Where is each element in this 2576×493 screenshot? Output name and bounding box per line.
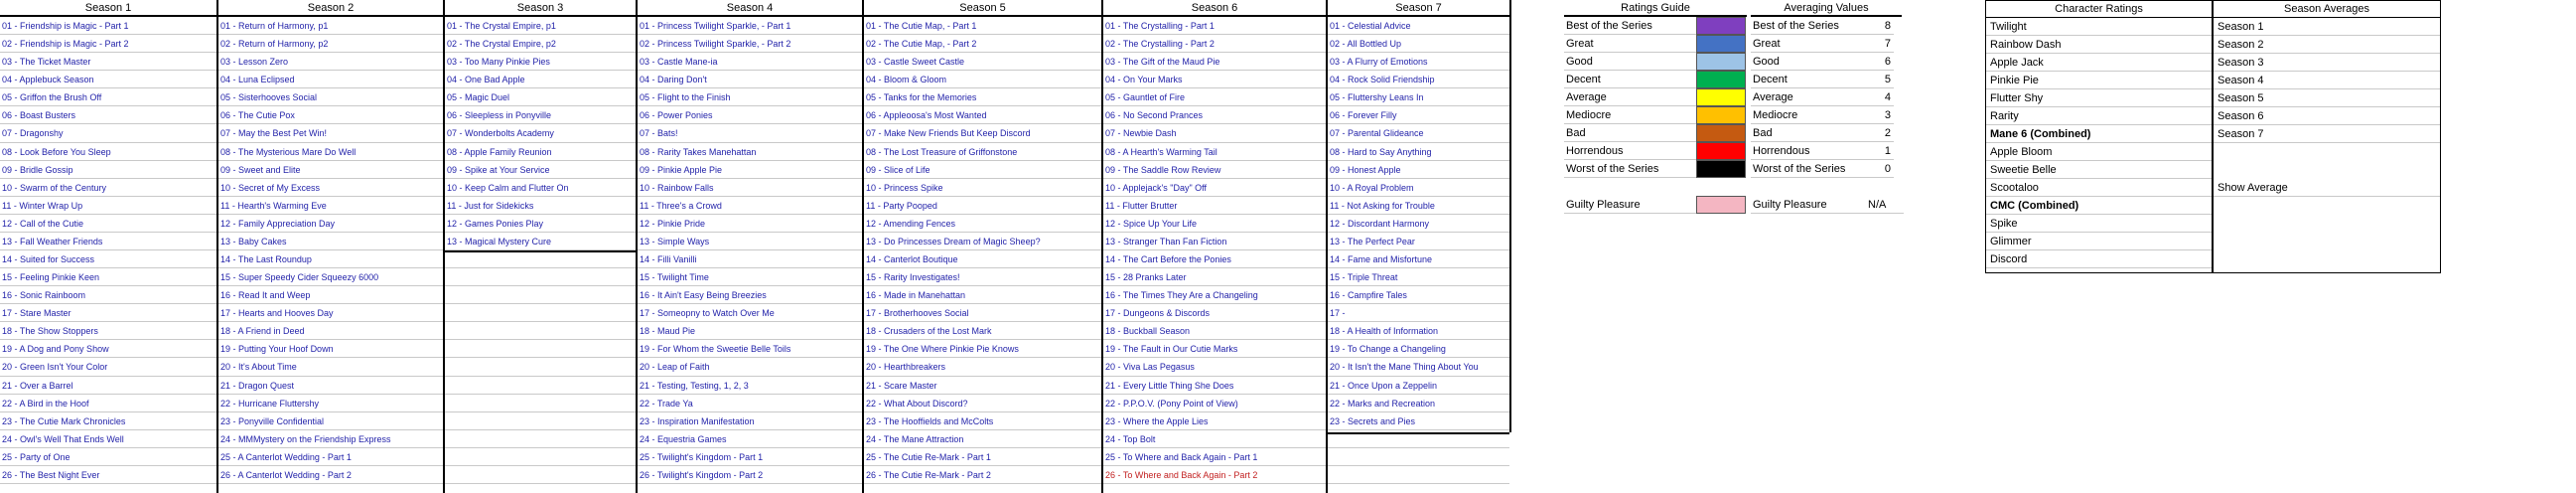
rating-guide-row[interactable] xyxy=(1564,53,1746,71)
character-rating-cell[interactable]: Mane 6 (Combined) xyxy=(1986,125,2212,143)
character-rating-cell[interactable]: Flutter Shy xyxy=(1986,89,2212,107)
episode-cell[interactable]: 22 - Marks and Recreation xyxy=(1328,395,1509,412)
episode-cell[interactable]: 17 - Brotherhooves Social xyxy=(864,304,1101,322)
episode-cell[interactable]: 12 - Games Ponies Play xyxy=(445,215,636,233)
episode-cell[interactable]: 11 - Just for Sidekicks xyxy=(445,197,636,215)
averaging-label: Guilty Pleasure xyxy=(1751,196,1864,214)
character-rating-cell[interactable]: Twilight xyxy=(1986,18,2212,36)
episode-cell[interactable]: 16 - Read It and Weep xyxy=(218,286,443,304)
episode-cell[interactable]: 25 - The Cutie Re-Mark - Part 1 xyxy=(864,448,1101,466)
episode-cell[interactable]: 04 - Rock Solid Friendship xyxy=(1328,71,1509,88)
averaging-value: 8 xyxy=(1864,17,1894,35)
episode-cell[interactable]: 17 - Hearts and Hooves Day xyxy=(218,304,443,322)
empty-cell[interactable] xyxy=(445,250,636,268)
episode-cell[interactable]: 18 - Buckball Season xyxy=(1103,322,1326,340)
episode-cell[interactable]: 16 - It Ain't Easy Being Breezies xyxy=(638,286,862,304)
season-header[interactable]: Season 1 xyxy=(0,0,216,17)
averaging-row[interactable] xyxy=(1751,71,1894,88)
episode-cell[interactable]: 06 - Appleoosa's Most Wanted xyxy=(864,106,1101,124)
rating-label: Bad xyxy=(1564,124,1696,142)
averaging-label: Decent xyxy=(1751,71,1864,88)
ratings-guide-header: Ratings Guide xyxy=(1564,0,1747,17)
episode-cell[interactable]: 13 - Baby Cakes xyxy=(218,233,443,250)
episode-cell[interactable]: 20 - It's About Time xyxy=(218,358,443,376)
episode-cell[interactable]: 21 - Every Little Thing She Does xyxy=(1103,377,1326,395)
episode-cell[interactable]: 26 - The Cutie Re-Mark - Part 2 xyxy=(864,466,1101,484)
episode-cell[interactable]: 02 - The Crystalling - Part 2 xyxy=(1103,35,1326,53)
episode-cell[interactable]: 23 - Ponyville Confidential xyxy=(218,412,443,430)
episode-cell[interactable]: 12 - Discordant Harmony xyxy=(1328,215,1509,233)
episode-cell[interactable]: 16 - Campfire Tales xyxy=(1328,286,1509,304)
show-average-cell[interactable]: Show Average xyxy=(2214,179,2440,197)
rating-guide-row[interactable] xyxy=(1564,71,1746,88)
character-rating-cell[interactable]: Sweetie Belle xyxy=(1986,161,2212,179)
averaging-label: Horrendous xyxy=(1751,142,1864,160)
rating-color-swatch xyxy=(1696,142,1746,160)
episode-cell[interactable]: 25 - A Canterlot Wedding - Part 1 xyxy=(218,448,443,466)
episode-cell[interactable]: 01 - Return of Harmony, p1 xyxy=(218,17,443,35)
episode-cell[interactable]: 17 - Someopny to Watch Over Me xyxy=(638,304,862,322)
episode-cell[interactable]: 16 - Made in Manehattan xyxy=(864,286,1101,304)
episode-cell[interactable]: 03 - Castle Mane-ia xyxy=(638,53,862,71)
episode-cell[interactable]: 15 - Feeling Pinkie Keen xyxy=(0,268,216,286)
episode-cell[interactable]: 07 - Parental Glideance xyxy=(1328,124,1509,142)
episode-cell[interactable]: 23 - Inspiration Manifestation xyxy=(638,412,862,430)
rating-guide-row[interactable] xyxy=(1564,106,1746,124)
averaging-value: 5 xyxy=(1864,71,1894,88)
character-rating-cell[interactable]: Pinkie Pie xyxy=(1986,72,2212,89)
episode-cell[interactable]: 04 - Luna Eclipsed xyxy=(218,71,443,88)
episode-cell[interactable]: 06 - Forever Filly xyxy=(1328,106,1509,124)
episode-cell[interactable]: 17 - Stare Master xyxy=(0,304,216,322)
episode-cell[interactable]: 21 - Scare Master xyxy=(864,377,1101,395)
episode-cell[interactable]: 11 - Winter Wrap Up xyxy=(0,197,216,215)
episode-cell[interactable]: 14 - Canterlot Boutique xyxy=(864,250,1101,268)
rating-color-swatch xyxy=(1696,160,1746,178)
episode-cell[interactable]: 12 - Call of the Cutie xyxy=(0,215,216,233)
season-average-cell[interactable]: Season 3 xyxy=(2214,54,2440,72)
episode-cell[interactable]: 11 - Not Asking for Trouble xyxy=(1328,197,1509,215)
character-rating-cell[interactable]: Rainbow Dash xyxy=(1986,36,2212,54)
season-average-cell[interactable]: Season 1 xyxy=(2214,18,2440,36)
episode-cell[interactable]: 03 - Lesson Zero xyxy=(218,53,443,71)
season-column xyxy=(1103,0,1326,484)
episode-cell[interactable]: 23 - The Hooffields and McColts xyxy=(864,412,1101,430)
rating-color-swatch xyxy=(1696,53,1746,71)
episode-cell[interactable]: 11 - Flutter Brutter xyxy=(1103,197,1326,215)
episode-cell[interactable]: 03 - Too Many Pinkie Pies xyxy=(445,53,636,71)
episode-cell[interactable]: 18 - Crusaders of the Lost Mark xyxy=(864,322,1101,340)
episode-cell[interactable]: 01 - The Crystalling - Part 1 xyxy=(1103,17,1326,35)
episode-cell[interactable]: 04 - Bloom & Gloom xyxy=(864,71,1101,88)
empty-cell[interactable] xyxy=(445,377,636,395)
episode-cell[interactable]: 07 - Wonderbolts Academy xyxy=(445,124,636,142)
episode-cell[interactable]: 07 - May the Best Pet Win! xyxy=(218,124,443,142)
episode-cell[interactable]: 15 - Triple Threat xyxy=(1328,268,1509,286)
episode-cell[interactable]: 25 - To Where and Back Again - Part 1 xyxy=(1103,448,1326,466)
averaging-value: 3 xyxy=(1864,106,1894,124)
ratings-guide xyxy=(1564,0,1747,211)
episode-cell[interactable]: 21 - Testing, Testing, 1, 2, 3 xyxy=(638,377,862,395)
episode-cell[interactable]: 06 - Boast Busters xyxy=(0,106,216,124)
episode-cell[interactable]: 08 - Rarity Takes Manehattan xyxy=(638,143,862,161)
empty-cell[interactable] xyxy=(445,395,636,412)
table-bottom-border xyxy=(445,250,636,252)
season-header[interactable]: Season 7 xyxy=(1328,0,1509,17)
character-rating-cell[interactable]: CMC (Combined) xyxy=(1986,197,2212,215)
averaging-values-header: Averaging Values xyxy=(1751,0,1902,17)
guilty-pleasure-row[interactable] xyxy=(1564,196,1746,214)
character-rating-cell[interactable]: Glimmer xyxy=(1986,233,2212,250)
episode-cell[interactable]: 02 - Princess Twilight Sparkle, - Part 2 xyxy=(638,35,862,53)
episode-cell[interactable]: 15 - Rarity Investigates! xyxy=(864,268,1101,286)
episode-cell[interactable]: 14 - Suited for Success xyxy=(0,250,216,268)
episode-cell[interactable]: 10 - Princess Spike xyxy=(864,179,1101,197)
episode-cell[interactable]: 20 - Green Isn't Your Color xyxy=(0,358,216,376)
averaging-row[interactable] xyxy=(1751,142,1894,160)
rating-label: Horrendous xyxy=(1564,142,1696,160)
averaging-row[interactable] xyxy=(1751,160,1894,178)
episode-cell[interactable]: 01 - Celestial Advice xyxy=(1328,17,1509,35)
averaging-label: Average xyxy=(1751,88,1864,106)
episode-cell[interactable]: 14 - The Last Roundup xyxy=(218,250,443,268)
episode-cell[interactable]: 15 - 28 Pranks Later xyxy=(1103,268,1326,286)
empty-cell[interactable] xyxy=(445,448,636,466)
table-bottom-border xyxy=(1328,432,1509,434)
episode-cell[interactable]: 04 - Applebuck Season xyxy=(0,71,216,88)
episode-cell[interactable]: 13 - Simple Ways xyxy=(638,233,862,250)
empty-cell[interactable] xyxy=(445,412,636,430)
episode-cell[interactable]: 01 - The Crystal Empire, p1 xyxy=(445,17,636,35)
averaging-row[interactable] xyxy=(1751,106,1894,124)
episode-cell[interactable]: 20 - Leap of Faith xyxy=(638,358,862,376)
episode-cell[interactable]: 19 - For Whom the Sweetie Belle Toils xyxy=(638,340,862,358)
episode-cell[interactable]: 18 - The Show Stoppers xyxy=(0,322,216,340)
episode-cell[interactable]: 09 - Honest Apple xyxy=(1328,161,1509,179)
episode-cell[interactable]: 19 - A Dog and Pony Show xyxy=(0,340,216,358)
averaging-row[interactable] xyxy=(1751,53,1894,71)
episode-cell[interactable]: 02 - Return of Harmony, p2 xyxy=(218,35,443,53)
episode-cell[interactable]: 25 - Party of One xyxy=(0,448,216,466)
character-rating-cell[interactable]: Rarity xyxy=(1986,107,2212,125)
episode-cell[interactable]: 08 - A Hearth's Warming Tail xyxy=(1103,143,1326,161)
episode-cell[interactable]: 09 - The Saddle Row Review xyxy=(1103,161,1326,179)
rating-label: Best of the Series xyxy=(1564,17,1696,35)
character-rating-cell[interactable]: Discord xyxy=(1986,250,2212,268)
character-rating-cell[interactable]: Apple Bloom xyxy=(1986,143,2212,161)
empty-cell[interactable] xyxy=(445,268,636,286)
episode-cell[interactable]: 09 - Bridle Gossip xyxy=(0,161,216,179)
episode-cell[interactable]: 10 - Keep Calm and Flutter On xyxy=(445,179,636,197)
episode-cell[interactable]: 02 - All Bottled Up xyxy=(1328,35,1509,53)
episode-cell[interactable]: 02 - Friendship is Magic - Part 2 xyxy=(0,35,216,53)
rating-label: Mediocre xyxy=(1564,106,1696,124)
averaging-row[interactable] xyxy=(1751,17,1894,35)
episode-cell[interactable]: 17 - xyxy=(1328,304,1509,322)
episode-cell[interactable]: 09 - Sweet and Elite xyxy=(218,161,443,179)
episode-cell[interactable]: 17 - Dungeons & Discords xyxy=(1103,304,1326,322)
episode-cell[interactable]: 22 - What About Discord? xyxy=(864,395,1101,412)
averaging-value: 0 xyxy=(1864,160,1894,178)
episode-cell[interactable]: 14 - Fame and Misfortune xyxy=(1328,250,1509,268)
episode-cell[interactable]: 03 - The Ticket Master xyxy=(0,53,216,71)
episode-cell[interactable]: 13 - Stranger Than Fan Fiction xyxy=(1103,233,1326,250)
episode-cell[interactable]: 20 - It Isn't the Mane Thing About You xyxy=(1328,358,1509,376)
episode-cell[interactable]: 06 - No Second Prances xyxy=(1103,106,1326,124)
rating-color-swatch xyxy=(1696,106,1746,124)
averaging-value: 6 xyxy=(1864,53,1894,71)
episode-cell[interactable]: 12 - Family Appreciation Day xyxy=(218,215,443,233)
averaging-row[interactable] xyxy=(1751,35,1894,53)
season-header[interactable]: Season 4 xyxy=(638,0,862,17)
episode-cell[interactable]: 26 - Twilight's Kingdom - Part 2 xyxy=(638,466,862,484)
rating-label: Decent xyxy=(1564,71,1696,88)
character-ratings-header: Character Ratings xyxy=(1986,1,2212,18)
rating-color-swatch xyxy=(1696,17,1746,35)
episode-cell[interactable]: 14 - The Cart Before the Ponies xyxy=(1103,250,1326,268)
season-average-cell[interactable]: Season 5 xyxy=(2214,89,2440,107)
episode-cell[interactable]: 02 - The Crystal Empire, p2 xyxy=(445,35,636,53)
episode-cell[interactable]: 11 - Three's a Crowd xyxy=(638,197,862,215)
episode-cell[interactable]: 03 - Castle Sweet Castle xyxy=(864,53,1101,71)
episode-cell[interactable]: 19 - The One Where Pinkie Pie Knows xyxy=(864,340,1101,358)
season-header[interactable]: Season 6 xyxy=(1103,0,1326,17)
empty-cell[interactable] xyxy=(445,304,636,322)
season-column xyxy=(864,0,1101,484)
rating-guide-row[interactable] xyxy=(1564,160,1746,178)
episode-cell[interactable]: 12 - Amending Fences xyxy=(864,215,1101,233)
episode-cell[interactable]: 19 - The Fault in Our Cutie Marks xyxy=(1103,340,1326,358)
season-averages xyxy=(2213,0,2441,273)
episode-cell[interactable]: 24 - Owl's Well That Ends Well xyxy=(0,430,216,448)
episode-cell[interactable]: 07 - Bats! xyxy=(638,124,862,142)
episode-cell[interactable]: 04 - On Your Marks xyxy=(1103,71,1326,88)
column-divider xyxy=(1509,0,1511,432)
episode-cell[interactable]: 08 - The Lost Treasure of Griffonstone xyxy=(864,143,1101,161)
season-column xyxy=(0,0,216,484)
episode-cell[interactable]: 01 - Princess Twilight Sparkle, - Part 1 xyxy=(638,17,862,35)
episode-cell[interactable]: 18 - A Health of Information xyxy=(1328,322,1509,340)
character-rating-cell[interactable]: Spike xyxy=(1986,215,2212,233)
episode-cell[interactable]: 22 - A Bird in the Hoof xyxy=(0,395,216,412)
averaging-label: Good xyxy=(1751,53,1864,71)
rating-label: Average xyxy=(1564,88,1696,106)
episode-cell[interactable]: 19 - To Change a Changeling xyxy=(1328,340,1509,358)
episode-cell[interactable]: 03 - The Gift of the Maud Pie xyxy=(1103,53,1326,71)
episode-cell[interactable]: 08 - Look Before You Sleep xyxy=(0,143,216,161)
episode-cell[interactable]: 05 - Sisterhooves Social xyxy=(218,88,443,106)
episode-cell[interactable]: 10 - A Royal Problem xyxy=(1328,179,1509,197)
episode-cell[interactable]: 11 - Party Pooped xyxy=(864,197,1101,215)
empty-cell[interactable] xyxy=(445,286,636,304)
character-rating-cell[interactable]: Scootaloo xyxy=(1986,179,2212,197)
episode-cell[interactable]: 09 - Spike at Your Service xyxy=(445,161,636,179)
episode-cell[interactable]: 06 - Power Ponies xyxy=(638,106,862,124)
season-column xyxy=(218,0,443,484)
episode-cell[interactable]: 12 - Spice Up Your Life xyxy=(1103,215,1326,233)
episode-cell[interactable]: 13 - Magical Mystery Cure xyxy=(445,233,636,250)
averaging-value: 7 xyxy=(1864,35,1894,53)
empty-cell[interactable] xyxy=(445,358,636,376)
empty-cell[interactable] xyxy=(445,430,636,448)
episode-cell[interactable]: 05 - Gauntlet of Fire xyxy=(1103,88,1326,106)
averaging-value: 1 xyxy=(1864,142,1894,160)
episode-cell[interactable]: 08 - Hard to Say Anything xyxy=(1328,143,1509,161)
season-average-cell[interactable]: Season 4 xyxy=(2214,72,2440,89)
episode-cell[interactable]: 16 - Sonic Rainboom xyxy=(0,286,216,304)
season-averages-header: Season Averages xyxy=(2214,1,2440,18)
episode-cell[interactable]: 10 - Secret of My Excess xyxy=(218,179,443,197)
episode-cell[interactable]: 24 - MMMystery on the Friendship Express xyxy=(218,430,443,448)
averaging-guilty-row[interactable] xyxy=(1751,196,1904,214)
episode-cell[interactable]: 11 - Hearth's Warming Eve xyxy=(218,197,443,215)
episode-cell[interactable]: 09 - Pinkie Apple Pie xyxy=(638,161,862,179)
episode-cell[interactable]: 25 - Twilight's Kingdom - Part 1 xyxy=(638,448,862,466)
averaging-label: Great xyxy=(1751,35,1864,53)
episode-cell[interactable]: 26 - To Where and Back Again - Part 2 xyxy=(1103,466,1326,484)
episode-cell[interactable]: 05 - Griffon the Brush Off xyxy=(0,88,216,106)
rating-guide-row[interactable] xyxy=(1564,17,1746,35)
episode-cell[interactable]: 22 - Trade Ya xyxy=(638,395,862,412)
episode-cell[interactable]: 05 - Magic Duel xyxy=(445,88,636,106)
episode-cell[interactable]: 08 - Apple Family Reunion xyxy=(445,143,636,161)
empty-cell[interactable] xyxy=(445,466,636,484)
episode-cell[interactable]: 23 - Where the Apple Lies xyxy=(1103,412,1326,430)
episode-cell[interactable]: 05 - Tanks for the Memories xyxy=(864,88,1101,106)
episode-cell[interactable]: 20 - Hearthbreakers xyxy=(864,358,1101,376)
empty-cell[interactable] xyxy=(1328,448,1509,466)
rating-color-swatch xyxy=(1696,88,1746,106)
averaging-value: N/A xyxy=(1864,196,1904,214)
episode-cell[interactable]: 03 - A Flurry of Emotions xyxy=(1328,53,1509,71)
averaging-row[interactable] xyxy=(1751,88,1894,106)
rating-color-swatch xyxy=(1696,196,1746,214)
season-header[interactable]: Season 2 xyxy=(218,0,443,17)
episode-cell[interactable]: 05 - Flight to the Finish xyxy=(638,88,862,106)
episode-cell[interactable]: 10 - Swarm of the Century xyxy=(0,179,216,197)
season-column xyxy=(638,0,862,484)
rating-color-swatch xyxy=(1696,124,1746,142)
episode-cell[interactable]: 04 - Daring Don't xyxy=(638,71,862,88)
season-column xyxy=(1328,0,1509,484)
episode-cell[interactable]: 19 - Putting Your Hoof Down xyxy=(218,340,443,358)
episode-cell[interactable]: 05 - Fluttershy Leans In xyxy=(1328,88,1509,106)
episode-cell[interactable]: 24 - Equestria Games xyxy=(638,430,862,448)
rating-label: Great xyxy=(1564,35,1696,53)
episode-cell[interactable]: 22 - P.P.O.V. (Pony Point of View) xyxy=(1103,395,1326,412)
episode-cell[interactable]: 21 - Dragon Quest xyxy=(218,377,443,395)
character-rating-cell[interactable]: Apple Jack xyxy=(1986,54,2212,72)
episode-cell[interactable]: 07 - Newbie Dash xyxy=(1103,124,1326,142)
episode-cell[interactable]: 13 - The Perfect Pear xyxy=(1328,233,1509,250)
episode-cell[interactable]: 26 - A Canterlot Wedding - Part 2 xyxy=(218,466,443,484)
episode-cell[interactable]: 26 - The Best Night Ever xyxy=(0,466,216,484)
rating-guide-row[interactable] xyxy=(1564,124,1746,142)
episode-cell[interactable]: 13 - Do Princesses Dream of Magic Sheep? xyxy=(864,233,1101,250)
episode-cell[interactable]: 10 - Rainbow Falls xyxy=(638,179,862,197)
episode-cell[interactable]: 22 - Hurricane Fluttershy xyxy=(218,395,443,412)
averaging-label: Best of the Series xyxy=(1751,17,1864,35)
averaging-values xyxy=(1751,0,1902,211)
averaging-row[interactable] xyxy=(1751,124,1894,142)
empty-cell[interactable] xyxy=(445,340,636,358)
episode-cell[interactable]: 02 - The Cutie Map, - Part 2 xyxy=(864,35,1101,53)
rating-guide-row[interactable] xyxy=(1564,35,1746,53)
season-header[interactable]: Season 5 xyxy=(864,0,1101,17)
empty-cell[interactable] xyxy=(1328,466,1509,484)
season-average-cell[interactable]: Season 6 xyxy=(2214,107,2440,125)
episode-cell[interactable]: 07 - Dragonshy xyxy=(0,124,216,142)
averaging-value: 2 xyxy=(1864,124,1894,142)
episode-cell[interactable]: 18 - A Friend in Deed xyxy=(218,322,443,340)
rating-label: Good xyxy=(1564,53,1696,71)
episode-cell[interactable]: 07 - Make New Friends But Keep Discord xyxy=(864,124,1101,142)
episode-cell[interactable]: 15 - Twilight Time xyxy=(638,268,862,286)
averaging-label: Worst of the Series xyxy=(1751,160,1864,178)
episode-cell[interactable]: 20 - Viva Las Pegasus xyxy=(1103,358,1326,376)
season-average-cell[interactable]: Season 2 xyxy=(2214,36,2440,54)
averaging-value: 4 xyxy=(1864,88,1894,106)
season-header[interactable]: Season 3 xyxy=(445,0,636,17)
episode-cell[interactable]: 16 - The Times They Are a Changeling xyxy=(1103,286,1326,304)
averaging-label: Bad xyxy=(1751,124,1864,142)
rating-color-swatch xyxy=(1696,35,1746,53)
rating-color-swatch xyxy=(1696,71,1746,88)
episode-cell[interactable]: 10 - Applejack's "Day" Off xyxy=(1103,179,1326,197)
episode-cell[interactable]: 01 - Friendship is Magic - Part 1 xyxy=(0,17,216,35)
episode-cell[interactable]: 23 - The Cutie Mark Chronicles xyxy=(0,412,216,430)
season-average-cell[interactable]: Season 7 xyxy=(2214,125,2440,143)
rating-label: Guilty Pleasure xyxy=(1564,196,1696,214)
episode-cell[interactable]: 06 - Sleepless in Ponyville xyxy=(445,106,636,124)
season-column xyxy=(445,0,636,484)
episode-cell[interactable]: 24 - Top Bolt xyxy=(1103,430,1326,448)
rating-label: Worst of the Series xyxy=(1564,160,1696,178)
episode-cell[interactable]: 15 - Super Speedy Cider Squeezy 6000 xyxy=(218,268,443,286)
episode-cell[interactable]: 08 - The Mysterious Mare Do Well xyxy=(218,143,443,161)
episode-cell[interactable]: 09 - Slice of Life xyxy=(864,161,1101,179)
averaging-label: Mediocre xyxy=(1751,106,1864,124)
episode-cell[interactable]: 06 - The Cutie Pox xyxy=(218,106,443,124)
episode-cell[interactable]: 23 - Secrets and Pies xyxy=(1328,412,1509,430)
empty-cell[interactable] xyxy=(445,322,636,340)
rating-guide-row[interactable] xyxy=(1564,142,1746,160)
episode-cell[interactable]: 12 - Pinkie Pride xyxy=(638,215,862,233)
episode-cell[interactable]: 01 - The Cutie Map, - Part 1 xyxy=(864,17,1101,35)
episode-cell[interactable]: 18 - Maud Pie xyxy=(638,322,862,340)
episode-cell[interactable]: 14 - Filli Vanilli xyxy=(638,250,862,268)
episode-cell[interactable]: 21 - Once Upon a Zeppelin xyxy=(1328,377,1509,395)
episode-cell[interactable]: 24 - The Mane Attraction xyxy=(864,430,1101,448)
character-ratings xyxy=(1985,0,2213,273)
episode-cell[interactable]: 21 - Over a Barrel xyxy=(0,377,216,395)
episode-cell[interactable]: 04 - One Bad Apple xyxy=(445,71,636,88)
episode-cell[interactable]: 13 - Fall Weather Friends xyxy=(0,233,216,250)
rating-guide-row[interactable] xyxy=(1564,88,1746,106)
